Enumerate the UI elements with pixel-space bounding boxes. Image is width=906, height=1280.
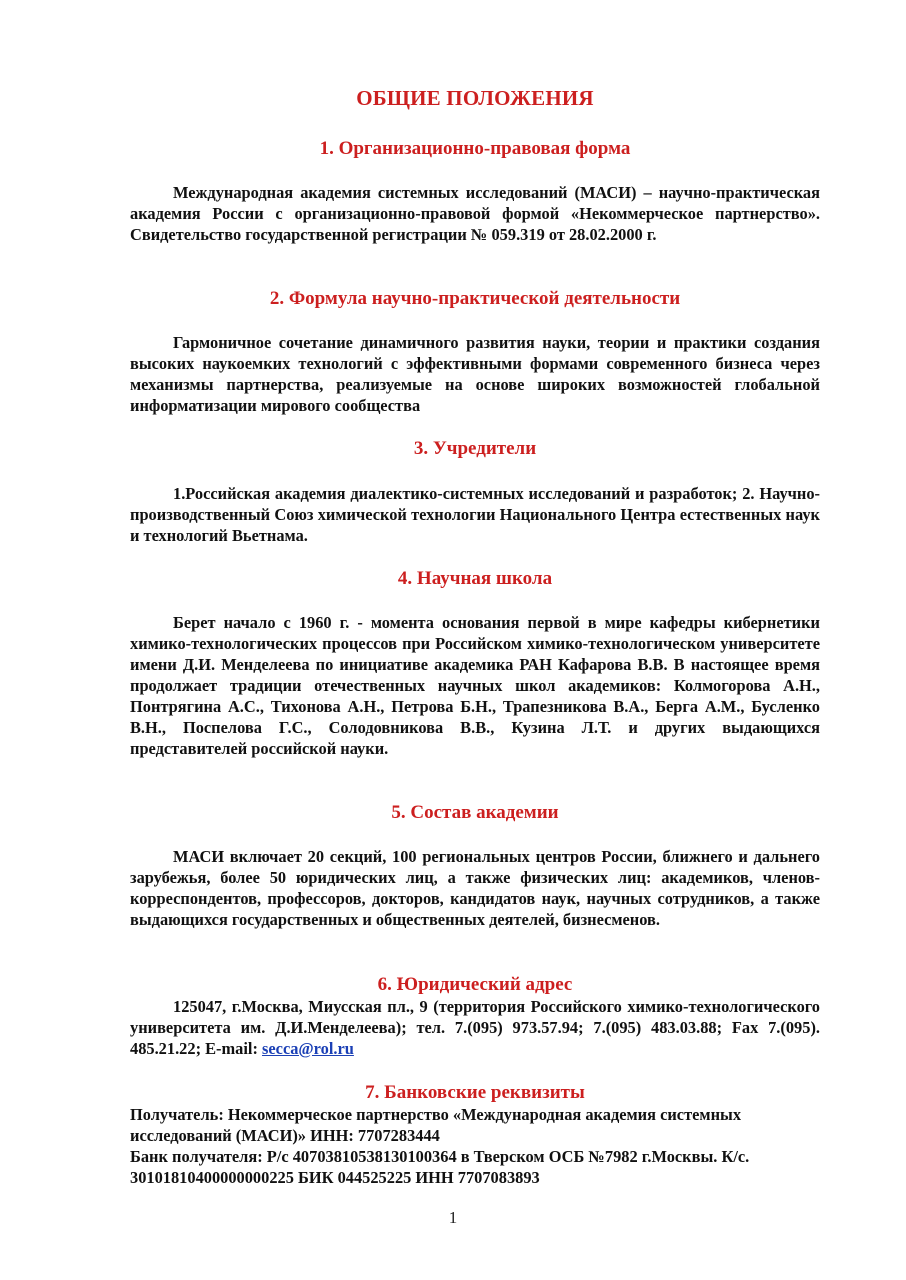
bank-account-line: Банк получателя: Р/с 40703810538130100364 в Тверском ОСБ №7982 г.Москвы. К/с. 30101810400000000225 БИК 044525225 ИНН 7707083893 (130, 1147, 750, 1187)
page-title: ОБЩИЕ ПОЛОЖЕНИЯ (356, 86, 594, 110)
bank-recipient-line: Получатель: Некоммерческое партнерство «Международная академия системных исследований (МАСИ)» ИНН: 7707283444 (130, 1105, 742, 1145)
address-text: 125047, г.Москва, Миусская пл., 9 (территория Российского химико-технологического университета им. Д.И.Менделеева); тел. 7.(095) 973.57.94; 7.(095) 483.03.88; Fax 7.(095). 485.21.22; E-mail: (130, 997, 820, 1058)
section-heading-7: 7. Банковские реквизиты (365, 1082, 585, 1103)
section-text-1: Международная академия системных исследований (МАСИ) – научно-практическая академия России с организационно-правовой формой «Некоммерческое партнерство». Свидетельство государственной регистрации № 059.319 от 28.02.2000 г. (130, 183, 820, 244)
page-number: 1 (448, 1208, 458, 1227)
section-text-7 (130, 1104, 820, 1188)
section-heading-5: 5. Состав академии (391, 802, 559, 823)
section-text-2: Гармоничное сочетание динамичного развития науки, теории и практики создания высоких наукоемких технологий с эффективными формами современного бизнеса через механизмы партнерства, реализуемые на основе широких возможностей глобальной информатизации мирового сообщества (130, 333, 820, 415)
section-heading-2: 2. Формула научно-практической деятельности (269, 288, 681, 309)
section-heading-3: 3. Учредители (413, 438, 537, 459)
section-text-5: МАСИ включает 20 секций, 100 региональных центров России, ближнего и дальнего зарубежья, более 50 юридических лиц, а также физических лиц: академиков, членов-корреспондентов, профессоров, докторов, кандидатов наук, научных сотрудников, а также выдающихся государственных и общественных деятелей, бизнесменов. (130, 847, 820, 929)
section-text-6 (130, 996, 820, 1059)
section-text-3: 1.Российская академия диалектико-системных исследований и разработок; 2. Научно-производственный Союз химической технологии Национального Центра естественных наук и технологий Вьетнама. (130, 484, 820, 545)
section-text-4: Берет начало с 1960 г. - момента основания первой в мире кафедры кибернетики химико-технологических процессов при Российском химико-технологическом университете имени Д.И. Менделеева по инициативе академика РАН Кафарова В.В. В настоящее время продолжает традиции отечественных научных школ академиков: Колмогорова А.Н., Понтрягина А.С., Тихонова А.Н., Петрова Б.Н., Трапезникова В.А., Берга А.М., Бусленко В.Н., Поспелова Г.С., Солодовникова В.В., Кузина Л.Т. и других выдающихся представителей российской науки. (130, 613, 820, 758)
section-heading-6: 6. Юридический адрес (377, 974, 573, 995)
email-link[interactable]: secca@rol.ru (262, 1039, 354, 1058)
section-heading-4: 4. Научная школа (397, 568, 553, 589)
section-heading-1: 1. Организационно-правовая форма (319, 138, 631, 159)
